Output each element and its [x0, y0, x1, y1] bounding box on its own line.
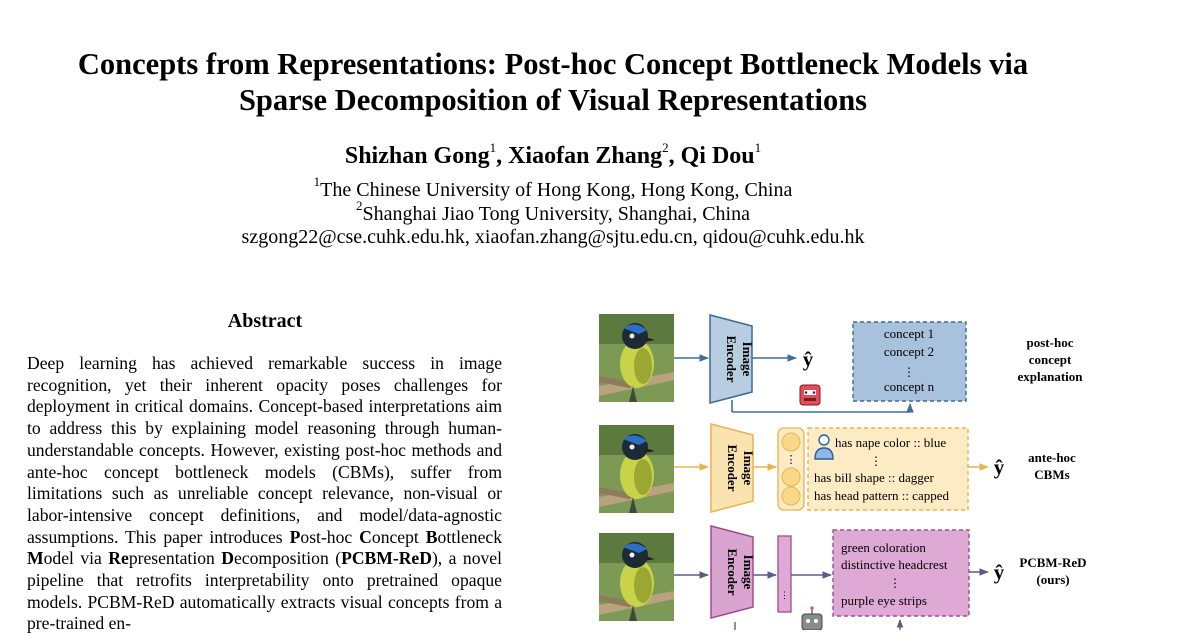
robot-explainer-icon	[800, 385, 820, 405]
encoder-label: ImageEncoder	[725, 444, 756, 492]
concept-item: purple eye strips	[841, 593, 927, 608]
title-line-1: Concepts from Representations: Post-hoc Concept Bottleneck Models via	[77, 47, 1029, 81]
robot-icon	[802, 606, 822, 630]
paper-title	[0, 46, 1106, 118]
concept-item: has head pattern :: capped	[814, 488, 949, 503]
prediction-y-hat: ŷ	[993, 560, 1005, 584]
row-label: post-hoc	[1026, 335, 1074, 350]
svg-text:⋮: ⋮	[785, 454, 797, 466]
author-name: Qi Dou	[680, 143, 755, 169]
svg-text:⋮: ⋮	[780, 590, 789, 600]
concept-ellipsis: ⋮	[903, 365, 915, 379]
abstract-heading: Abstract	[227, 310, 303, 332]
bird-image	[599, 314, 674, 402]
row-label: CBMs	[1034, 467, 1070, 482]
concept-item: green coloration	[841, 540, 926, 555]
bird-image	[599, 533, 674, 621]
author-affil-mark: 2	[662, 140, 669, 155]
author-name: Xiaofan Zhang	[508, 143, 663, 169]
encoder-label: ImageEncoder	[724, 335, 755, 383]
row-label: concept	[1028, 352, 1072, 367]
title-line-2: Sparse Decomposition of Visual Representations	[238, 83, 868, 117]
emails: szgong22@cse.cuhk.edu.hk, xiaofan.zhang@sjtu.edu.cn, qidou@cuhk.edu.hk	[241, 226, 865, 248]
row-ante-hoc	[599, 424, 1076, 513]
author-name: Shizhan Gong	[344, 143, 490, 169]
encoder-label: ImageEncoder	[725, 548, 756, 596]
row-post-hoc	[599, 314, 1083, 412]
bird-image	[599, 425, 674, 513]
row-label: explanation	[1017, 369, 1083, 384]
representation-vector	[778, 536, 791, 612]
concept-ellipsis: ⋮	[889, 576, 901, 590]
author-list: Shizhan Gong$^1$, Xiaofan Zhang$^2$, Qi Dou$^1$	[344, 140, 762, 169]
row-label: (ours)	[1036, 572, 1070, 587]
abstract-text: Deep learning has achieved remarkable success in image recognition, yet their inherent opacity poses challenges for deployment in critical domains. Concept-based interpretations aim to address this by explaining model reasoning through human-understandable concepts. However, existing post-hoc methods and ante-hoc concept bottleneck models (CBMs), suffer from limitations such as unreliable concept relevance, non-visual or labor-intensive concept definitions, and model/data-agnostic assumptions. This paper introduces Post-hoc Concept Bottleneck Model via Representation Decomposition (PCBM-ReD), a novel pipeline that retrofits interpretability onto pretrained opaque models. PCBM-ReD automatically extracts visual concepts from a pre-trained en-	[27, 353, 503, 634]
prediction-y-hat: ŷ	[802, 347, 814, 371]
concept-item: concept 1	[883, 326, 935, 341]
method-comparison-figure	[590, 300, 1200, 630]
concept-item: concept 2	[883, 344, 935, 359]
prediction-y-hat: ŷ	[993, 455, 1005, 479]
row-label: PCBM-ReD	[1019, 555, 1087, 570]
concept-ellipsis: ⋮	[870, 454, 882, 468]
row-label: ante-hoc	[1028, 450, 1076, 465]
author-affil-mark: 1	[754, 140, 762, 155]
concept-item: has bill shape :: dagger	[814, 470, 934, 485]
affiliation-1: $^1$The Chinese University of Hong Kong, Hong Kong, China	[313, 174, 793, 201]
affiliation-2: $^2$Shanghai Jiao Tong University, Shanghai, China	[356, 197, 750, 225]
concept-item: concept n	[883, 379, 935, 394]
concept-item: has nape color :: blue	[835, 435, 947, 450]
concept-item: distinctive headcrest	[841, 557, 948, 572]
affiliations	[0, 174, 1106, 250]
row-pcbm-red	[599, 526, 1087, 630]
author-affil-mark: 1	[489, 140, 497, 155]
